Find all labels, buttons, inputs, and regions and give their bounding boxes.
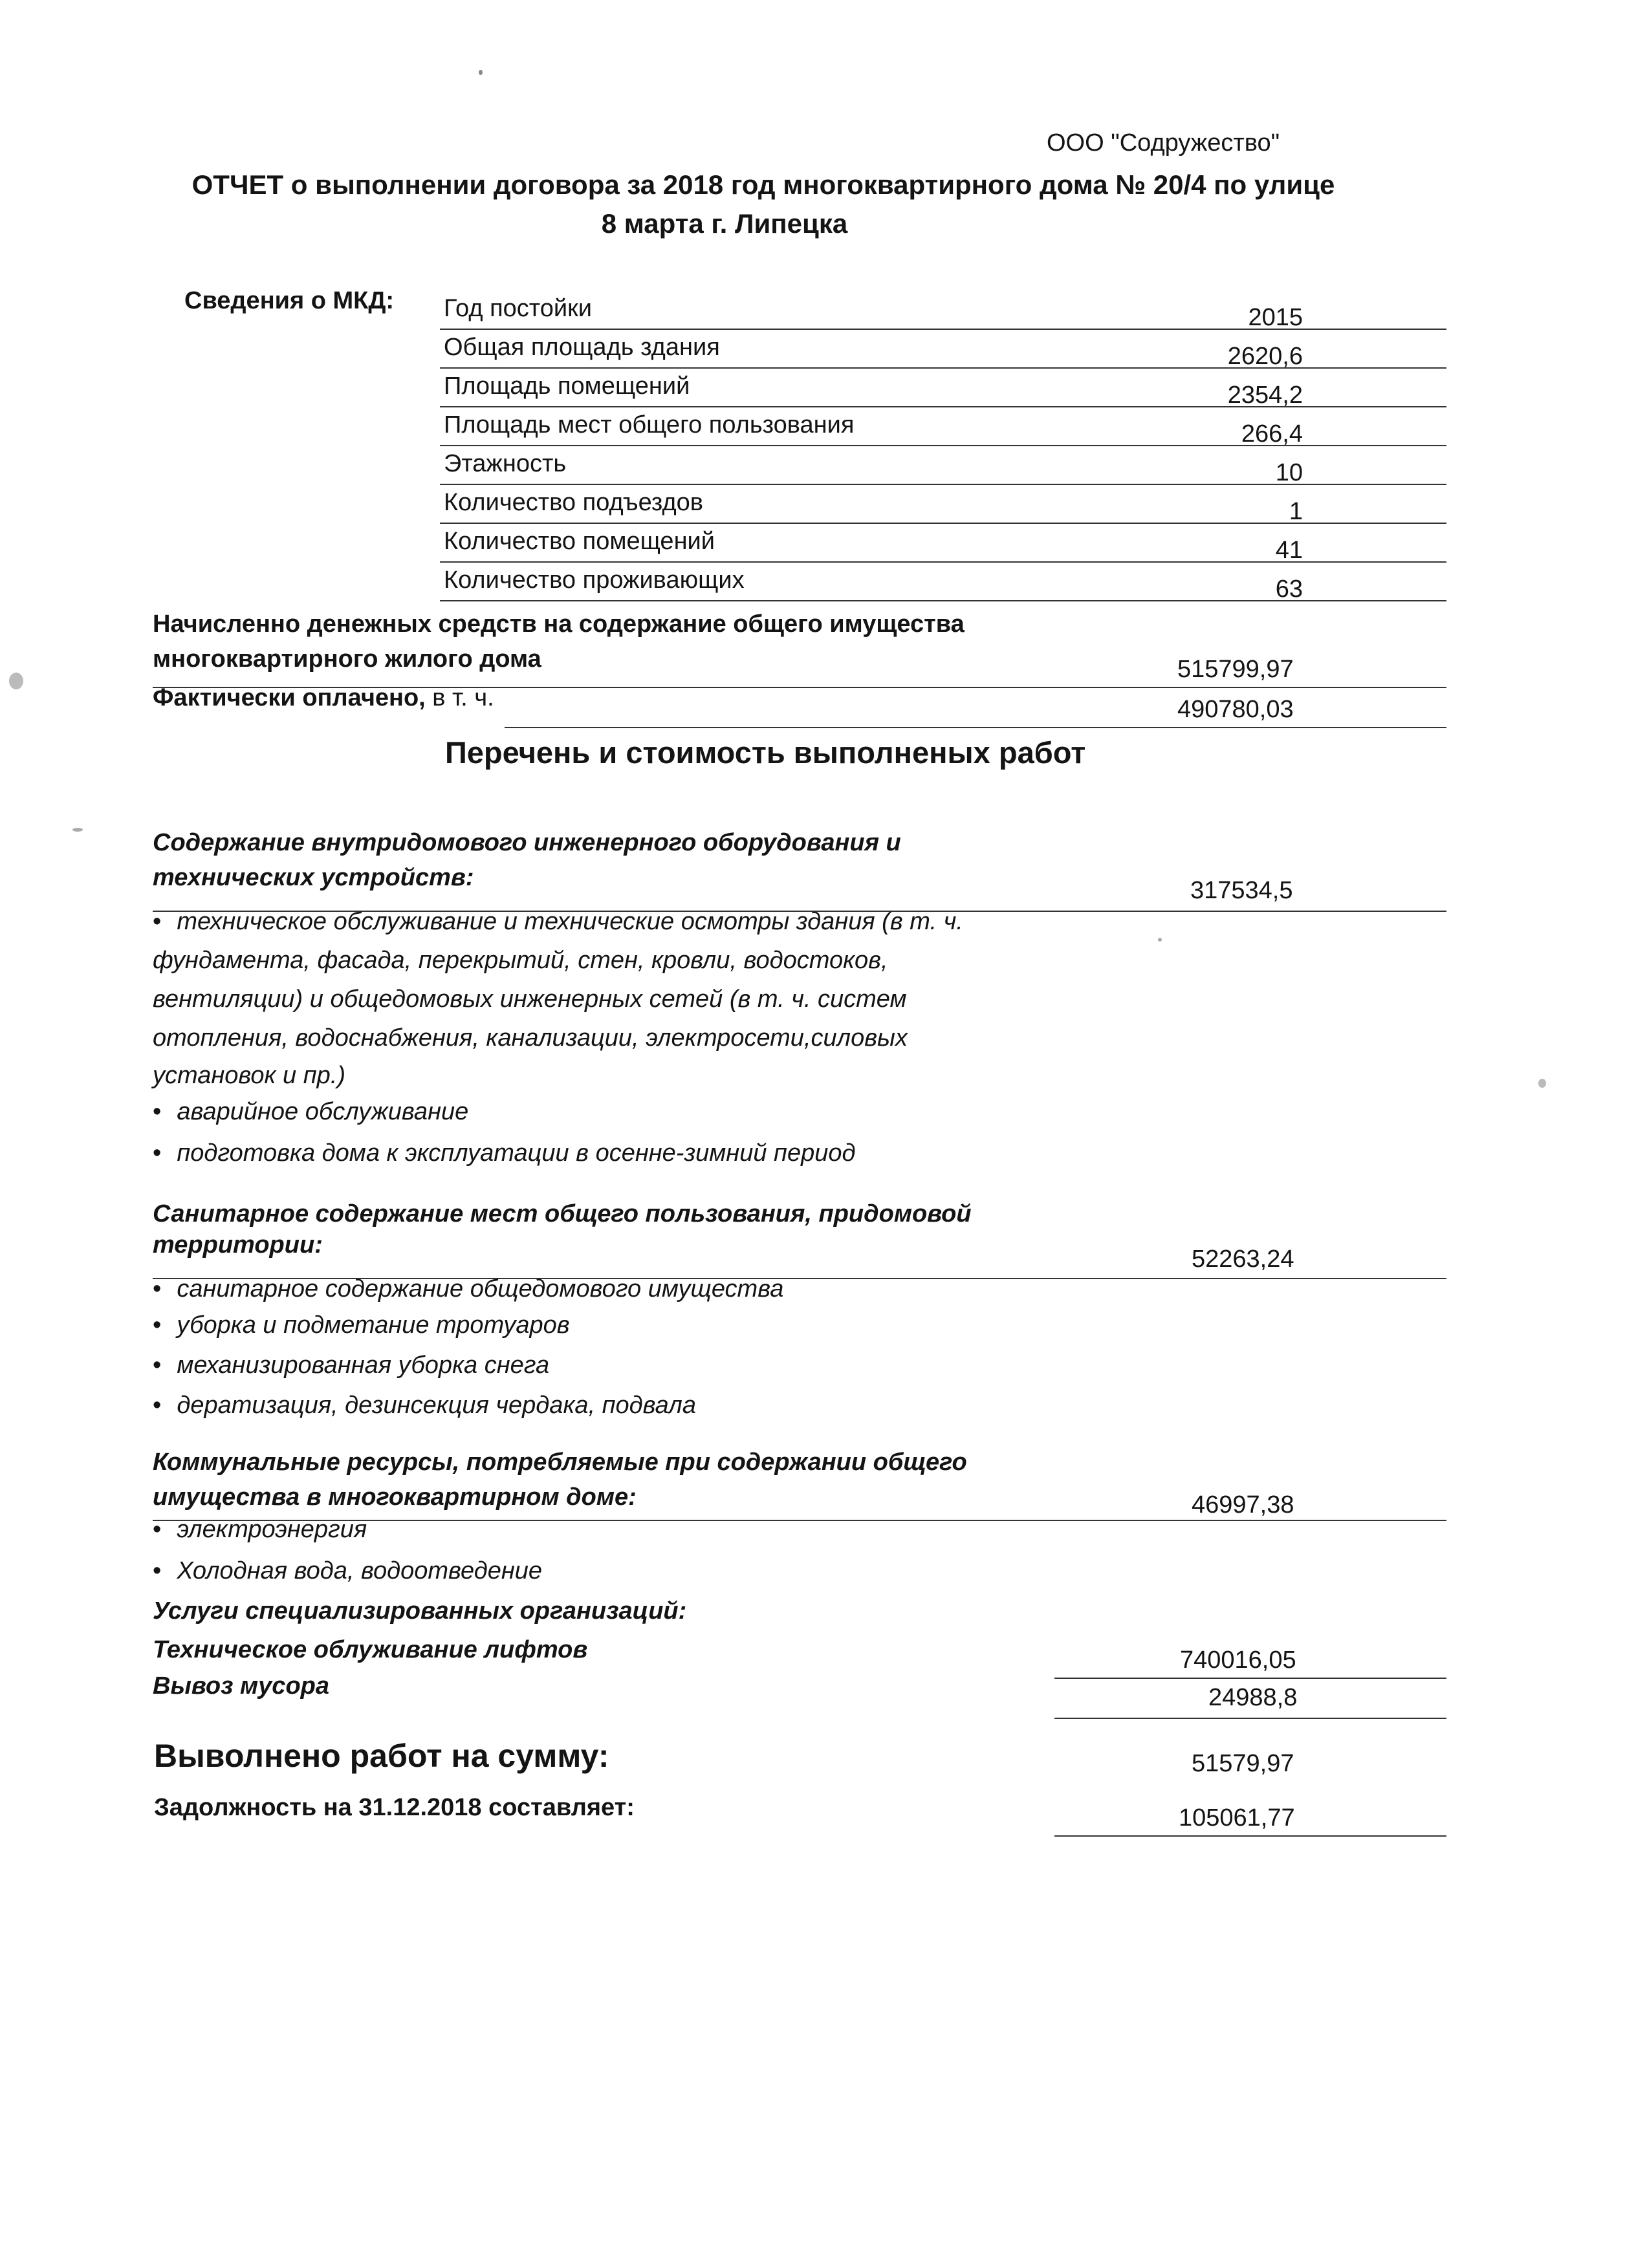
mkd-row-label: Количество помещений — [444, 528, 715, 555]
mkd-row-label: Количество проживающих — [444, 567, 745, 594]
lifts-label: Техническое облуживание лифтов — [153, 1636, 588, 1663]
mkd-row-floors — [440, 446, 1446, 485]
section2-value: 52263,24 — [1192, 1246, 1294, 1273]
scan-speck — [1538, 1079, 1546, 1088]
paid-underline — [505, 727, 1446, 728]
mkd-row-label: Общая площадь здания — [444, 334, 720, 361]
mkd-row-label: Этажность — [444, 450, 567, 477]
scan-speck — [1158, 938, 1162, 942]
section2-bullet: • дератизация, дезинсекция чердака, подвала — [153, 1392, 696, 1420]
mkd-row-total-area — [440, 330, 1446, 369]
garbage-label: Вывоз мусора — [153, 1672, 329, 1700]
section2-bullet: • санитарное содержание общедомового имущества — [153, 1275, 783, 1303]
section2-bullet: • механизированная уборка снега — [153, 1352, 549, 1379]
mkd-row-value: 41 — [1275, 537, 1303, 564]
lifts-underline — [1054, 1678, 1446, 1679]
section2-title-line1: Санитарное содержание мест общего пользования, придомовой — [153, 1200, 972, 1227]
section3-bullet: • Холодная вода, водоотведение — [153, 1557, 542, 1585]
scan-speck — [9, 673, 23, 689]
company-name: ООО "Содружество" — [1047, 129, 1280, 157]
paid-value: 490780,03 — [1177, 696, 1294, 723]
section3-title-line2: имущества в многоквартирном доме: — [153, 1484, 637, 1511]
paid-label-bold: Фактически оплачено, — [153, 684, 426, 711]
section1-bullet1-line4: отопления, водоснабжения, канализации, электросети,силовых — [153, 1024, 908, 1052]
mkd-row-entrances — [440, 485, 1446, 524]
garbage-underline — [1054, 1718, 1446, 1719]
report-title-line1: ОТЧЕТ о выполнении договора за 2018 год многоквартирного дома № 20/4 по улице — [191, 169, 1335, 200]
mkd-row-premises-area — [440, 369, 1446, 407]
debt-value: 105061,77 — [1179, 1804, 1295, 1831]
section3-title-line1: Коммунальные ресурсы, потребляемые при содержании общего — [153, 1449, 967, 1476]
works-heading: Перечень и стоимость выполненых работ — [445, 735, 1086, 770]
scan-speck — [479, 70, 483, 75]
accrued-line1: Начисленно денежных средств на содержание общего имущества — [153, 610, 965, 638]
garbage-value: 24988,8 — [1208, 1684, 1298, 1711]
mkd-row-value: 2354,2 — [1227, 382, 1303, 409]
mkd-row-common-area — [440, 407, 1446, 446]
section3-value: 46997,38 — [1192, 1491, 1294, 1518]
mkd-label: Сведения о МКД: — [184, 287, 395, 314]
mkd-row-residents — [440, 563, 1446, 601]
section1-title-line2: технических устройств: — [153, 864, 474, 891]
lifts-value: 740016,05 — [1180, 1647, 1296, 1674]
accrued-value: 515799,97 — [1177, 656, 1294, 683]
mkd-row-premises-count — [440, 524, 1446, 563]
mkd-row-value: 2015 — [1248, 304, 1303, 331]
section1-bullet2: • аварийное обслуживание — [153, 1098, 468, 1126]
debt-label: Задолжность на 31.12.2018 составляет: — [154, 1794, 635, 1821]
section1-bullet1-line5: установок и пр.) — [153, 1062, 345, 1089]
section1-bullet1-line3: вентиляции) и общедомовых инженерных сетей (в т. ч. систем — [153, 986, 907, 1013]
section2-title-line2: территории: — [153, 1231, 323, 1258]
section1-title-line1: Содержание внутридомового инженерного оборудования и — [153, 829, 901, 856]
mkd-row-value: 10 — [1275, 459, 1303, 486]
mkd-row-year — [440, 291, 1446, 330]
paid-label — [153, 684, 494, 712]
mkd-row-value: 266,4 — [1241, 420, 1303, 448]
total-label: Выволнено работ на сумму: — [154, 1738, 609, 1774]
section1-bullet1-line1: • техническое обслуживание и технические осмотры здания (в т. ч. — [153, 908, 963, 936]
mkd-row-value: 1 — [1289, 498, 1303, 525]
section1-bullet3: • подготовка дома к эксплуатации в осенне-зимний период — [153, 1139, 856, 1167]
section3-bullet: • электроэнергия — [153, 1516, 367, 1544]
scan-speck — [72, 828, 83, 832]
section2-bullet: • уборка и подметание тротуаров — [153, 1312, 570, 1339]
mkd-row-label: Количество подъездов — [444, 489, 703, 516]
mkd-row-value: 2620,6 — [1227, 343, 1303, 370]
mkd-row-value: 63 — [1275, 576, 1303, 603]
accrued-line2: многоквартирного жилого дома — [153, 645, 541, 673]
total-value: 51579,97 — [1192, 1750, 1294, 1777]
mkd-row-label: Площадь мест общего пользования — [444, 411, 855, 438]
report-title-line2: 8 марта г. Липецка — [601, 208, 848, 239]
mkd-row-label: Год постойки — [444, 295, 592, 322]
mkd-row-label: Площадь помещений — [444, 373, 690, 400]
debt-underline — [1054, 1835, 1446, 1837]
paid-label-rest: в т. ч. — [425, 684, 494, 711]
section4-title: Услуги специализированных организаций: — [153, 1597, 687, 1625]
section1-value: 317534,5 — [1190, 877, 1293, 904]
section1-bullet1-line2: фундамента, фасада, перекрытий, стен, кровли, водостоков, — [153, 947, 888, 974]
